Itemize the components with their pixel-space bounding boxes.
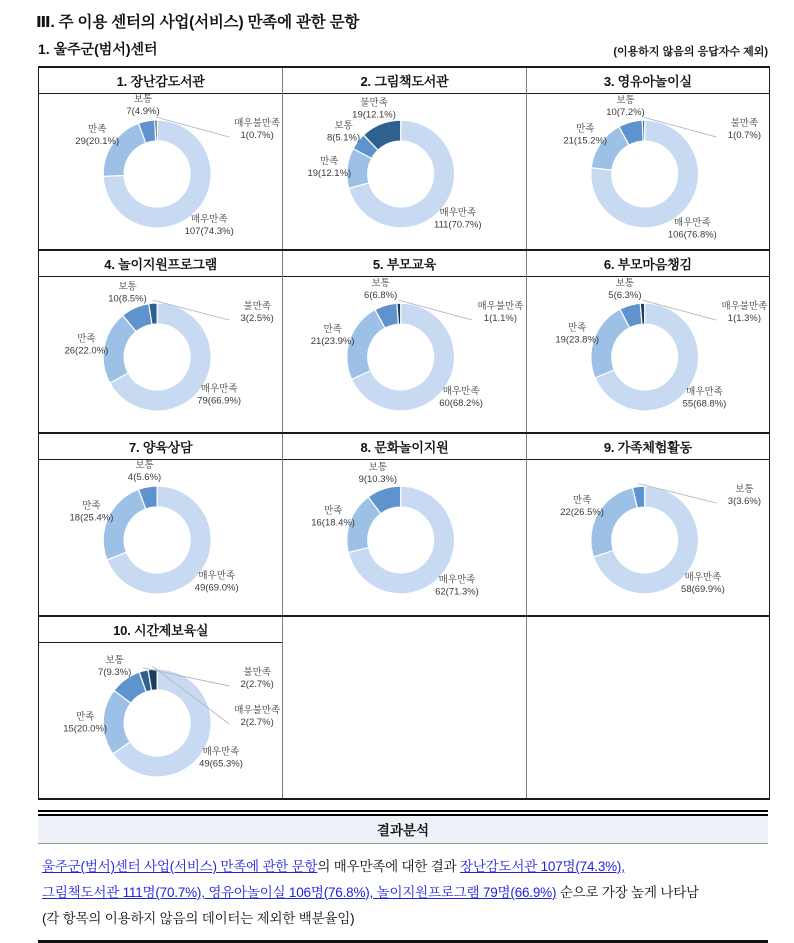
analysis-text <box>42 859 699 900</box>
analysis-link[interactable]: 울주군(범서)센터 사업(서비스) 만족에 관한 문항 <box>42 859 318 874</box>
chart-cell <box>526 251 769 432</box>
slice-label-name: 매우만족 <box>439 207 477 219</box>
slice-매우불만족 <box>155 120 157 141</box>
slice-label-name: 만족 <box>75 711 95 723</box>
chart-grid-row <box>39 68 769 249</box>
slice-label-value: 4(5.6%) <box>127 472 162 483</box>
slice-label-value: 15(20.0%) <box>63 723 108 735</box>
slice-label-name: 매우만족 <box>684 572 721 584</box>
slice-label-name: 불만족 <box>360 97 389 109</box>
chart-title: 8. 문화놀이지원 <box>283 434 525 460</box>
slice-label-value: 7(9.3%) <box>98 666 132 678</box>
donut-chart <box>283 277 525 432</box>
slice-label-name: 매우불만족 <box>234 118 281 129</box>
chart-cell <box>282 251 525 432</box>
slice-label-value: 18(25.4%) <box>69 512 114 524</box>
donut-chart <box>527 460 769 615</box>
slice-label-name: 매우불만족 <box>721 301 767 313</box>
slice-label-value: 107(74.3%) <box>184 225 234 237</box>
slice-label-name: 만족 <box>88 124 107 136</box>
slice-label-name: 매우만족 <box>673 217 711 229</box>
chart-body <box>283 277 525 432</box>
slice-label-name: 보통 <box>118 281 137 293</box>
slice-label-name: 매우만족 <box>439 574 476 586</box>
slice-label-name: 불만족 <box>243 667 271 678</box>
chart-cell <box>282 434 525 615</box>
slice-label-value: 1(1.1%) <box>484 313 518 325</box>
slice-label-value: 9(10.3%) <box>358 473 398 485</box>
chart-body <box>39 277 282 432</box>
slice-label-name: 만족 <box>324 505 343 517</box>
slice-label-name: 보통 <box>135 460 154 471</box>
donut-chart <box>39 643 282 798</box>
chart-grid-row <box>39 249 769 432</box>
slice-label-value: 19(23.8%) <box>554 334 599 346</box>
slice-label-name: 불만족 <box>730 118 758 130</box>
slice-label-value: 3(3.6%) <box>727 496 761 508</box>
slice-label-name: 매우만족 <box>685 386 723 398</box>
slice-label-name: 매우만족 <box>202 746 240 758</box>
slice-label-value: 106(76.8%) <box>667 229 717 241</box>
chart-body <box>39 94 282 249</box>
slice-label-name: 만족 <box>575 123 595 135</box>
chart-cell <box>526 68 769 249</box>
chart-body <box>39 643 282 798</box>
slice-label-value: 60(68.2%) <box>439 397 484 409</box>
donut-chart <box>527 94 769 249</box>
slice-만족 <box>590 488 636 557</box>
slice-label-value: 19(12.1%) <box>352 109 397 121</box>
slice-label-name: 보통 <box>371 278 391 290</box>
slice-label-value: 1(0.7%) <box>240 130 274 141</box>
chart-cell <box>39 617 282 798</box>
slice-만족 <box>103 489 146 560</box>
slice-label-value: 1(1.3%) <box>727 313 761 325</box>
slice-label-name: 보통 <box>615 94 635 106</box>
slice-label-value: 49(65.3%) <box>199 758 243 770</box>
slice-label-value: 19(12.1%) <box>307 168 352 180</box>
chart-title: 6. 부모마음챙김 <box>527 251 769 277</box>
slice-label-name: 만족 <box>320 156 339 168</box>
slice-label-value: 2(2.7%) <box>240 679 274 690</box>
analysis-section <box>38 810 768 943</box>
slice-label-value: 2(2.7%) <box>240 717 274 728</box>
analysis-header: 결과분석 <box>38 816 768 844</box>
analysis-footnote: (각 항목의 이용하지 않음의 데이터는 제외한 백분율임) <box>42 911 355 926</box>
slice-label-name: 매우불만족 <box>234 705 281 716</box>
chart-body <box>283 460 525 615</box>
chart-cell <box>282 68 525 249</box>
slice-label-name: 만족 <box>323 324 343 336</box>
donut-chart <box>283 460 525 615</box>
chart-grid-row <box>39 615 769 798</box>
slice-label-name: 매우만족 <box>190 213 228 225</box>
empty-cell <box>526 617 769 798</box>
empty-cell <box>282 617 525 798</box>
slice-label-name: 보통 <box>734 484 754 496</box>
slice-label-value: 79(66.9%) <box>197 395 242 407</box>
donut-chart <box>39 277 282 432</box>
slice-label-value: 10(8.5%) <box>108 293 147 305</box>
subtitle-row <box>38 39 768 59</box>
chart-body <box>283 94 525 249</box>
document-title: Ⅲ. 주 이용 센터의 사업(서비스) 만족에 관한 문항 <box>36 14 360 31</box>
analysis-plain-text: 의 매우만족에 대한 결과 <box>317 859 460 874</box>
analysis-body <box>38 844 768 940</box>
slice-label-value: 29(20.1%) <box>75 136 120 148</box>
slice-만족 <box>103 123 146 176</box>
slice-label-name: 매우만족 <box>200 383 238 395</box>
chart-cell <box>39 434 282 615</box>
chart-body <box>527 94 769 249</box>
slice-label-name: 보통 <box>615 277 634 289</box>
analysis-plain-text: 순으로 가장 높게 나타남 <box>556 885 699 900</box>
slice-label-value: 16(18.4%) <box>311 517 356 529</box>
chart-title: 3. 영유아놀이실 <box>527 68 769 94</box>
slice-label-value: 22(26.5%) <box>559 506 604 518</box>
slice-label-value: 62(71.3%) <box>435 586 480 598</box>
slice-label-value: 6(6.8%) <box>364 290 398 302</box>
slice-label-name: 만족 <box>572 494 591 506</box>
slice-불만족 <box>642 120 644 141</box>
analysis-link[interactable]: 장난감도서관 107명(74.3%), <box>460 859 625 874</box>
slice-label-value: 8(5.1%) <box>327 132 361 144</box>
slice-label-value: 21(15.2%) <box>563 135 607 147</box>
slice-label-name: 매우만족 <box>198 570 236 582</box>
slice-label-name: 매우불만족 <box>477 301 524 313</box>
slice-label-name: 보통 <box>369 461 388 473</box>
chart-body <box>527 460 769 615</box>
donut-chart <box>283 94 525 249</box>
chart-cell <box>39 68 282 249</box>
chart-body <box>527 277 769 432</box>
slice-label-value: 1(0.7%) <box>727 130 761 142</box>
slice-label-value: 49(69.0%) <box>194 582 239 594</box>
center-subtitle: 1. 울주군(범서)센터 <box>38 41 158 57</box>
slice-label-value: 3(2.5%) <box>240 313 274 324</box>
chart-cell <box>526 434 769 615</box>
slice-label-value: 26(22.0%) <box>64 345 109 357</box>
slice-label-name: 만족 <box>567 322 586 334</box>
donut-chart <box>527 277 769 432</box>
analysis-link[interactable]: 그림책도서관 111명(70.7%), 영유아놀이실 106명(76.8%), 놀이지원프로그램 79명(66.9%) <box>42 885 557 900</box>
slice-label-name: 만족 <box>82 500 101 512</box>
slice-label-value: 58(69.9%) <box>680 583 725 595</box>
slice-label-value: 55(68.8%) <box>682 398 726 410</box>
chart-cell <box>39 251 282 432</box>
slice-label-name: 보통 <box>334 120 354 132</box>
chart-title: 9. 가족체험활동 <box>527 434 769 460</box>
slice-label-value: 5(6.3%) <box>607 289 642 301</box>
chart-title: 2. 그림책도서관 <box>283 68 525 94</box>
slice-label-value: 111(70.7%) <box>434 219 482 231</box>
exclusion-note: (이용하지 않음의 응답자수 제외) <box>613 46 768 58</box>
slice-label-value: 21(23.9%) <box>311 336 355 348</box>
slice-label-value: 10(7.2%) <box>605 106 645 118</box>
slice-label-name: 만족 <box>77 333 96 345</box>
chart-title: 7. 양육상담 <box>39 434 282 460</box>
donut-chart <box>39 460 282 615</box>
chart-title: 4. 놀이지원프로그램 <box>39 251 282 277</box>
chart-body <box>39 460 282 615</box>
chart-title: 5. 부모교육 <box>283 251 525 277</box>
donut-chart <box>39 94 282 249</box>
slice-label-name: 보통 <box>133 94 153 105</box>
slice-label-value: 7(4.9%) <box>126 106 160 117</box>
slice-label-name: 매우만족 <box>443 385 480 397</box>
satisfaction-chart-grid <box>38 66 770 800</box>
chart-title: 10. 시간제보육실 <box>39 617 282 643</box>
slice-label-name: 보통 <box>105 654 124 666</box>
slice-label-name: 불만족 <box>243 301 271 312</box>
chart-title: 1. 장난감도서관 <box>39 68 282 94</box>
chart-grid-row <box>39 432 769 615</box>
